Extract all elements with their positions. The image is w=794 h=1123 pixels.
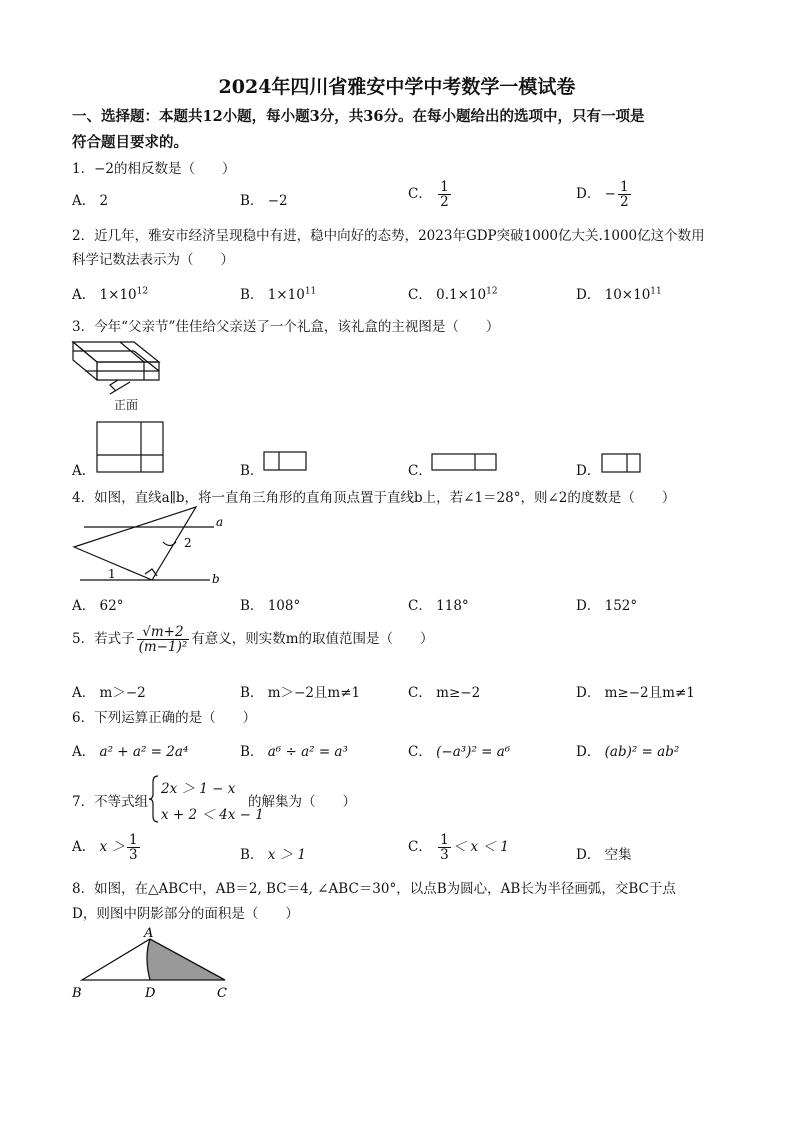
q5-option-a: A． m＞−2 — [72, 685, 146, 701]
q2-option-b: B． $1\times 10^{11}$ — [240, 286, 317, 303]
q2-stem-line2: 科学记数法表示为（ ） — [72, 252, 234, 268]
q5-option-b: B． m＞−2且m≠1 — [240, 685, 361, 701]
q7-inequality-2: x + 2 ＜ 4x − 1 — [161, 807, 264, 823]
q7-option-d: D． 空集 — [576, 847, 632, 863]
parallel-lines-triangle-figure — [72, 505, 232, 587]
q2-option-c: C． $0.1\times 10^{12}$ — [408, 286, 498, 303]
q4-option-d: D． 152° — [576, 598, 638, 614]
q3-option-b-figure — [263, 451, 307, 471]
q7-brace — [148, 774, 160, 824]
q6-option-d: D． (ab)² = ab² — [576, 744, 680, 760]
label-line-a: a — [216, 515, 224, 529]
q4-option-b: B． 108° — [240, 598, 301, 614]
q3-option-c-label: C． — [408, 463, 432, 479]
q6-option-b: B． a⁶ ÷ a² = a³ — [240, 744, 348, 760]
q7-option-c: C． $\frac{1}{3}$ ＜ x ＜ 1 — [408, 832, 509, 864]
section-heading-line2: 符合题目要求的。 — [72, 134, 188, 151]
label-angle-2: 2 — [184, 536, 192, 550]
label-point-d: D — [145, 986, 156, 1001]
label-line-b: b — [212, 572, 220, 586]
q5-stem: 5．若式子 $\frac{√m+2}{\text{(m−1)²}}$ 有意义，则实数m的取值范围是（ ） — [72, 624, 434, 656]
q8-stem-line2: D，则图中阴影部分的面积是（ ） — [72, 906, 299, 922]
q4-stem: 4．如图，直线a∥b，将一直角三角形的直角顶点置于直线b上，若∠1＝28°，则∠2的度数是（ ） — [72, 490, 676, 506]
q6-option-a: A． a² + a² = 2a⁴ — [72, 744, 189, 760]
q3-option-d-figure — [601, 453, 641, 473]
q2-option-d: D． $10\times 10^{11}$ — [576, 286, 662, 303]
q7-stem-pre: 7．不等式组 — [72, 794, 149, 810]
q1-option-c: C． $\frac{1}{2}$ — [408, 179, 449, 211]
q7-stem-post: 的解集为（ ） — [248, 794, 356, 810]
label-point-c: C — [217, 986, 227, 1001]
q5-option-c: C． m≥−2 — [408, 685, 481, 701]
section-heading-line1: 一、选择题：本题共12小题，每小题3分，共36分。在每小题给出的选项中，只有一项是 — [72, 108, 645, 125]
sector-triangle-figure — [68, 925, 238, 1003]
q4-option-c: C． 118° — [408, 598, 469, 614]
q3-option-a-label: A． — [72, 463, 96, 479]
q3-option-c-figure — [431, 453, 497, 471]
q2-stem-line1: 2．近几年，雅安市经济呈现稳中有进，稳中向好的态势，2023年GDP突破1000亿大关.1000亿这个数用 — [72, 228, 705, 244]
q1-option-d: D． − $\frac{1}{2}$ — [576, 179, 629, 211]
q1-option-a: A． 2 — [72, 193, 109, 209]
q1-stem: 1．−2的相反数是（ ） — [72, 161, 236, 177]
q7-option-a: A． x ＞ $\frac{1}{3}$ — [72, 832, 138, 864]
q3-option-d-label: D． — [576, 463, 601, 479]
q7-option-b: B． x ＞ 1 — [240, 847, 307, 863]
q1-option-b: B． −2 — [240, 193, 288, 209]
q5-option-d: D． m≥−2且m≠1 — [576, 685, 695, 701]
front-label: 正面 — [114, 398, 139, 412]
q4-option-a: A． 62° — [72, 598, 124, 614]
q2-option-a: A． $1\times 10^{12}$ — [72, 286, 149, 303]
q6-option-c: C． (−a³)² = a⁶ — [408, 744, 511, 760]
label-angle-1: 1 — [108, 567, 116, 581]
label-point-b: B — [72, 986, 82, 1001]
q6-stem: 6．下列运算正确的是（ ） — [72, 710, 257, 726]
q8-stem-line1: 8．如图，在△ABC中，AB＝2, BC＝4, ∠ABC＝30°，以点B为圆心，AB长为半径画弧，交BC于点 — [72, 881, 676, 897]
q7-inequality-1: 2x ＞ 1 − x — [161, 781, 236, 797]
label-point-a: A — [144, 926, 154, 941]
q3-stem: 3．今年“父亲节”佳佳给父亲送了一个礼盒，该礼盒的主视图是（ ） — [72, 319, 500, 335]
page-title: 2024年四川省雅安中学中考数学一模试卷 — [218, 76, 576, 98]
q3-option-a-figure — [96, 421, 164, 473]
q3-option-b-label: B． — [240, 463, 264, 479]
